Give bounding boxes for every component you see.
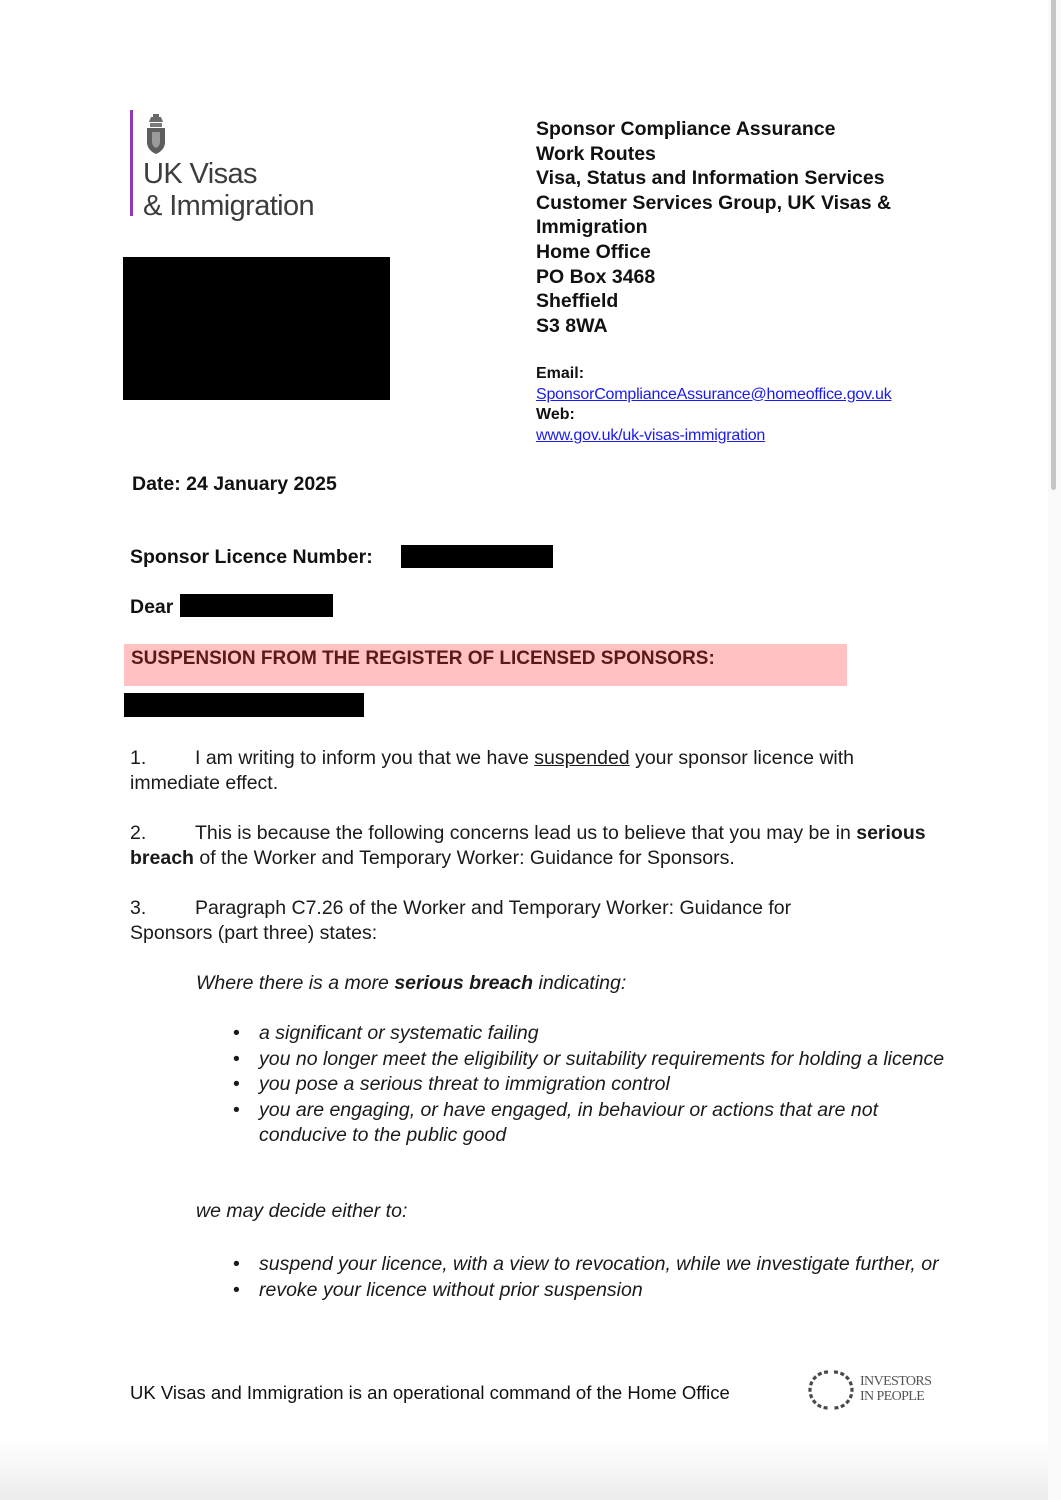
address-line: Home Office: [536, 240, 651, 263]
address-line: Work Routes: [536, 142, 656, 165]
address-line: S3 8WA: [536, 314, 608, 337]
paragraph-3: [130, 896, 870, 946]
royal-crest-icon: [142, 112, 170, 156]
email-label: Email:: [536, 365, 585, 382]
paragraph-number: 1.: [130, 747, 147, 769]
list-item-text: a significant or systematic failing: [259, 1022, 539, 1044]
list-item: [230, 1047, 950, 1073]
quote-middle: we may decide either to:: [196, 1200, 408, 1222]
list-item-text: you are engaging, or have engaged, in behaviour or actions that are not conducive to the public good: [259, 1098, 879, 1146]
bullet-icon: •: [233, 1073, 240, 1095]
web-label: Web:: [536, 406, 575, 423]
badge-line-2: IN PEOPLE: [860, 1389, 925, 1404]
list-item: [230, 1252, 950, 1278]
bullet-icon: •: [233, 1022, 240, 1044]
decision-options-list: [230, 1252, 950, 1303]
bold-text: serious breach: [394, 972, 534, 994]
licence-number-label: Sponsor Licence Number:: [130, 546, 373, 568]
address-line: Customer Services Group, UK Visas &: [536, 191, 892, 214]
address-line: PO Box 3468: [536, 265, 656, 288]
investors-in-people-badge: [808, 1368, 948, 1412]
investors-in-people-text: [860, 1374, 931, 1404]
badge-line-1: INVESTORS: [860, 1374, 932, 1389]
quote-text: indicating:: [533, 972, 627, 994]
bullet-icon: •: [233, 1253, 240, 1275]
quote-intro: [196, 971, 626, 996]
paragraph-number: 2.: [130, 822, 147, 844]
redacted-licence-number: [401, 545, 553, 568]
letter-date: Date: 24 January 2025: [132, 473, 337, 495]
page-bottom-shadow: [0, 1440, 1048, 1500]
quote-text: Where there is a more: [196, 972, 395, 994]
scrollbar-thumb[interactable]: [1051, 0, 1056, 490]
logo-line-2: & Immigration: [143, 190, 315, 222]
address-line: Sponsor Compliance Assurance: [536, 118, 836, 140]
paragraph-text: I am writing to inform you that we have: [195, 747, 535, 769]
salutation: Dear: [130, 596, 174, 618]
redacted-recipient-address: [123, 257, 390, 400]
banner-text: SUSPENSION FROM THE REGISTER OF LICENSED SPONSORS:: [131, 648, 715, 669]
paragraph-1: [130, 746, 930, 796]
paragraph-text: This is because the following concerns lead us to believe that you may be in: [195, 822, 857, 844]
logo-text: [143, 158, 314, 222]
list-item-text: you pose a serious threat to immigration control: [259, 1073, 670, 1095]
list-item-text: you no longer meet the eligibility or suitability requirements for holding a licence: [259, 1047, 945, 1070]
breach-criteria-list: [230, 1021, 950, 1149]
paragraph-number: 3.: [130, 897, 147, 919]
logo-line-1: UK Visas: [143, 158, 257, 190]
laurel-wreath-icon: [808, 1368, 854, 1412]
suspension-banner: [124, 644, 847, 686]
paragraph-text: your sponsor licence with immediate effect.: [130, 747, 855, 794]
paragraph-text: Paragraph C7.26 of the Worker and Temporary Worker: Guidance for Sponsors (part three) states:: [130, 897, 792, 944]
bullet-icon: •: [233, 1278, 240, 1301]
list-item: [230, 1021, 950, 1047]
list-item-text: revoke your licence without prior suspension: [259, 1278, 643, 1301]
bullet-icon: •: [233, 1047, 240, 1070]
sender-address: [536, 117, 891, 338]
paragraph-text: of the Worker and Temporary Worker: Guidance for Sponsors.: [193, 847, 735, 869]
redacted-recipient-name: [180, 594, 333, 617]
paragraph-2: [130, 821, 930, 871]
logo-accent-bar: [130, 110, 133, 216]
list-item-text: suspend your licence, with a view to revocation, while we investigate further, or: [259, 1253, 939, 1275]
list-item: [230, 1072, 950, 1098]
list-item: [230, 1278, 950, 1304]
footer-text: UK Visas and Immigration is an operational command of the Home Office: [130, 1382, 730, 1403]
email-link[interactable]: SponsorComplianceAssurance@homeoffice.gov.uk: [536, 385, 892, 403]
contact-details: [536, 364, 892, 446]
bullet-icon: •: [233, 1098, 240, 1121]
underlined-text: suspended: [534, 747, 630, 769]
web-link[interactable]: www.gov.uk/uk-visas-immigration: [536, 426, 766, 444]
address-line: Visa, Status and Information Services: [536, 167, 885, 190]
redacted-sponsor-name: [124, 693, 364, 717]
bold-text: serious breach: [130, 822, 926, 869]
address-line: Immigration: [536, 216, 648, 239]
list-item: [230, 1098, 950, 1149]
address-line: Sheffield: [536, 290, 619, 313]
